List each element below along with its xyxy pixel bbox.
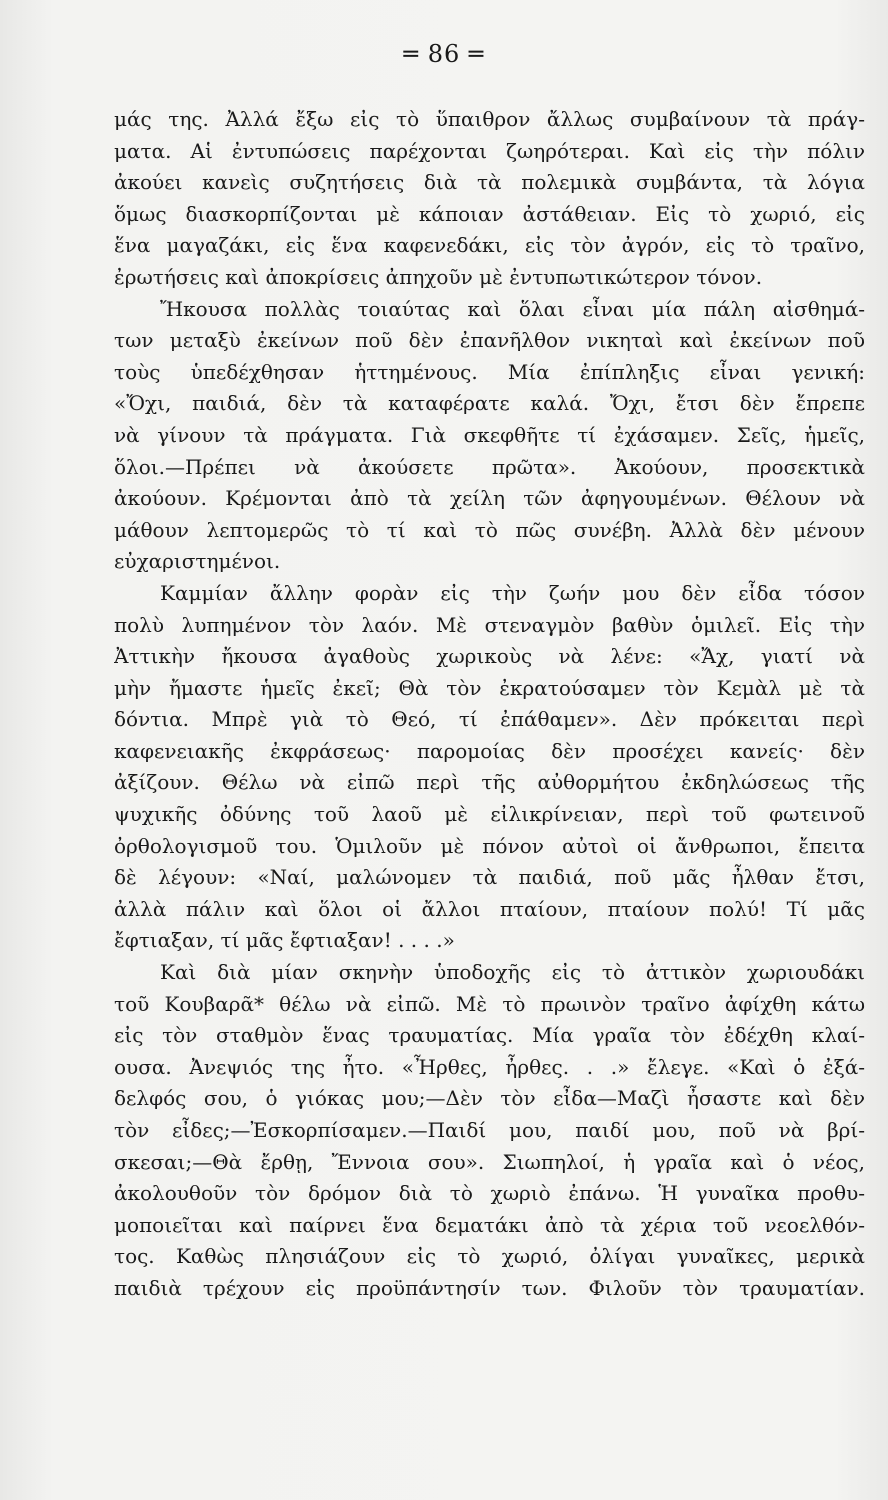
text-line: ὀρθολογισμοῦ του. Ὁμιλοῦν μὲ πόνον αὐτοὶ οἱ ἄνθρωποι, ἔπειτα — [114, 833, 865, 858]
text-line: δὲ λέγουν: «Ναί, μαλώνομεν τὰ παιδιά, ποῦ μᾶς ἦλθαν ἔτσι, — [114, 865, 865, 890]
text-line: ψυχικῆς ὀδύνης τοῦ λαοῦ μὲ εἰλικρίνειαν, περὶ τοῦ φωτεινοῦ — [114, 802, 865, 827]
text-line: ἀκούουν. Κρέμονται ἀπὸ τὰ χείλη τῶν ἀφηγουμένων. Θέλουν νὰ — [114, 486, 865, 511]
text-line: ἕνα μαγαζάκι, εἰς ἕνα καφενεδάκι, εἰς τὸν ἀγρόν, εἰς τὸ τραῖνο, — [114, 233, 865, 258]
text-line: ἐρωτήσεις καὶ ἀποκρίσεις ἀπηχοῦν μὲ ἐντυπωτικώτερον τόνον. — [114, 264, 763, 289]
page-number: ═ 86 ═ — [403, 40, 485, 68]
text-line: ἀλλὰ πάλιν καὶ ὅλοι οἱ ἄλλοι πταίουν, πταίουν πολύ! Τί μᾶς — [114, 896, 865, 921]
text-line: ἀκούει κανεὶς συζητήσεις διὰ τὰ πολεμικὰ συμβάντα, τὰ λόγια — [114, 170, 865, 195]
text-line: παιδιὰ τρέχουν εἰς προϋπάντησίν των. Φιλοῦν τὸν τραυματίαν. — [114, 1275, 865, 1300]
text-line: σκεσαι;—Θὰ ἔρθῃ, Ἔννοια σου». Σιωπηλοί, ἡ γραῖα καὶ ὁ νέος, — [114, 1149, 865, 1174]
text-line: δόντια. Μπρὲ γιὰ τὸ Θεό, τί ἐπάθαμεν». Δὲν πρόκειται περὶ — [114, 707, 865, 732]
text-line: Καὶ διὰ μίαν σκηνὴν ὑποδοχῆς εἰς τὸ ἀττικὸν χωριουδάκι — [160, 960, 865, 985]
text-line: τὸν εἶδες;—Ἐσκορπίσαμεν.—Παιδί μου, παιδί μου, ποῦ νὰ βρί- — [114, 1118, 865, 1142]
text-line: μοποιεῖται καὶ παίρνει ἕνα δεματάκι ἀπὸ τὰ χέρια τοῦ νεοελθόν- — [114, 1212, 865, 1237]
text-line: μὴν ἤμαστε ἡμεῖς ἐκεῖ; Θὰ τὸν ἐκρατούσαμεν τὸν Κεμὰλ μὲ τὰ — [114, 675, 865, 700]
text-line: ὅλοι.—Πρέπει νὰ ἀκούσετε πρῶτα». Ἀκούουν, προσεκτικὰ — [114, 454, 865, 479]
text-line: ἀξίζουν. Θέλω νὰ εἰπῶ περὶ τῆς αὐθορμήτου ἐκδηλώσεως τῆς — [114, 770, 865, 795]
text-line: Ἤκουσα πολλὰς τοιαύτας καὶ ὅλαι εἶναι μία πάλη αἰσθημά- — [160, 296, 865, 321]
text-line: ἀκολουθοῦν τὸν δρόμον διὰ τὸ χωριὸ ἐπάνω. Ἡ γυναῖκα προθυ- — [114, 1181, 865, 1206]
text-line: Καμμίαν ἄλλην φορὰν εἰς τὴν ζωήν μου δὲν εἶδα τόσον — [160, 580, 865, 605]
text-line: ματα. Αἱ ἐντυπώσεις παρέχονται ζωηρότεραι. Καὶ εἰς τὴν πόλιν — [114, 138, 865, 163]
text-line: μάς της. Ἀλλά ἔξω εἰς τὸ ὕπαιθρον ἄλλως συμβαίνουν τὰ πράγ- — [114, 107, 865, 131]
text-line: μάθουν λεπτομερῶς τὸ τί καὶ τὸ πῶς συνέβη. Ἀλλὰ δὲν μένουν — [114, 517, 865, 542]
text-line: νὰ γίνουν τὰ πράγματα. Γιὰ σκεφθῆτε τί ἐχάσαμεν. Σεῖς, ἡμεῖς, — [114, 422, 865, 447]
text-line: ουσα. Ἀνεψιός της ἦτο. «Ἦρθες, ἦρθες. . .» ἔλεγε. «Καὶ ὁ ἐξά- — [114, 1054, 865, 1079]
text-line: «Ὄχι, παιδιά, δὲν τὰ καταφέρατε καλά. Ὄχι, ἔτσι δὲν ἔπρεπε — [114, 391, 865, 416]
body-text — [114, 104, 865, 1305]
text-line: καφενειακῆς ἐκφράσεως· παρομοίας δὲν προσέχει κανείς· δὲν — [114, 738, 865, 763]
text-line: ἔφτιαξαν, τί μᾶς ἔφτιαξαν! . . . .» — [114, 928, 455, 953]
text-line: τοῦ Κουβαρᾶ* θέλω νὰ εἰπῶ. Μὲ τὸ πρωινὸν τραῖνο ἀφίχθη κάτω — [114, 991, 865, 1016]
text-line: εἰς τὸν σταθμὸν ἕνας τραυματίας. Μία γραῖα τὸν ἐδέχθη κλαί- — [114, 1023, 865, 1048]
text-line: δελφός σου, ὁ γιόκας μου;—Δὲν τὸν εἶδα—Μαζὶ ἦσαστε καὶ δὲν — [114, 1086, 865, 1111]
text-line: Ἀττικὴν ἤκουσα ἀγαθοὺς χωρικοὺς νὰ λένε: «Ἄχ, γιατί νὰ — [114, 644, 865, 669]
text-line: τος. Καθὼς πλησιάζουν εἰς τὸ χωριό, ὀλίγαι γυναῖκες, μερικὰ — [114, 1244, 865, 1269]
text-line: ὅμως διασκορπίζονται μὲ κάποιαν ἀστάθειαν. Εἰς τὸ χωριό, εἰς — [114, 201, 865, 226]
text-line: εὐχαριστημένοι. — [114, 549, 281, 574]
text-line: των μεταξὺ ἐκείνων ποῦ δὲν ἐπανῆλθον νικηταὶ καὶ ἐκείνων ποῦ — [114, 328, 865, 353]
text-line: τοὺς ὑπεδέχθησαν ἡττημένους. Μία ἐπίπληξις εἶναι γενική: — [114, 359, 865, 384]
text-line: πολὺ λυπημένον τὸν λαόν. Μὲ στεναγμὸν βαθὺν ὁμιλεῖ. Εἰς τὴν — [114, 612, 865, 637]
